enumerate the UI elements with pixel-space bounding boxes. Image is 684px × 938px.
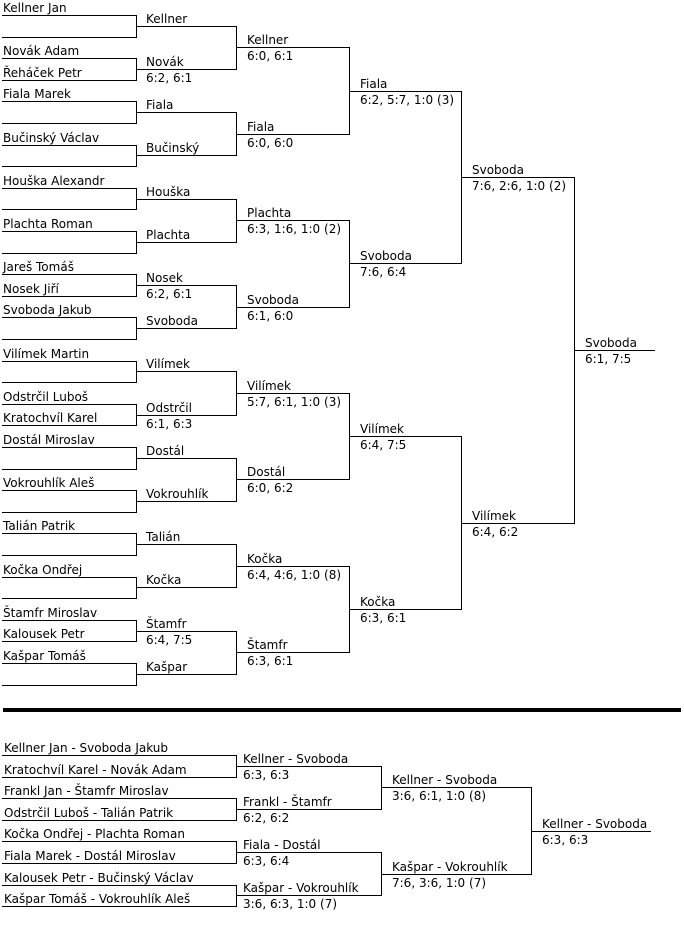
r1-line-top xyxy=(2,145,136,146)
player-name: Bučinský Václav xyxy=(3,130,100,145)
r2-winner: Odstrčil xyxy=(146,400,192,415)
r2-winner: Kellner xyxy=(146,11,188,26)
r1-line-bottom xyxy=(2,123,136,124)
r2-winner: Novák xyxy=(146,55,184,69)
player-name: Houška Alexandr xyxy=(3,173,105,188)
r5-winner: Svoboda xyxy=(472,163,524,177)
r2-winner: Kašpar xyxy=(146,659,188,674)
r2-line xyxy=(136,501,236,502)
pair-name: Kočka Ondřej - Plachta Roman xyxy=(4,827,185,842)
pair-name: Kellner Jan - Svoboda Jakub xyxy=(4,741,169,755)
r3-score: 6:3, 6:1 xyxy=(247,654,294,669)
r1-line-bottom xyxy=(2,469,136,470)
d2-winner: Frankl - Štamfr xyxy=(243,795,332,809)
r5-winner: Vilímek xyxy=(472,508,516,523)
r1-line-top xyxy=(2,274,136,275)
r1-line-top xyxy=(2,15,136,16)
player-name: Dostál Miroslav xyxy=(3,433,95,447)
r3-line xyxy=(236,393,349,394)
r1-line-top xyxy=(2,231,136,232)
r4-winner: Fiala xyxy=(360,76,388,91)
r1-line-bottom xyxy=(2,37,136,38)
r4-score: 7:6, 6:4 xyxy=(360,265,407,280)
r2-winner: Štamfr xyxy=(146,616,187,631)
r3-winner: Vilímek xyxy=(247,379,291,393)
r2-line xyxy=(136,155,236,156)
r1-line-bottom xyxy=(2,382,136,383)
r4-line xyxy=(349,263,461,264)
r2-line xyxy=(136,328,236,329)
champion-score: 6:1, 7:5 xyxy=(585,351,632,366)
r2-line xyxy=(136,26,236,27)
player-name: Vilímek Martin xyxy=(3,346,90,361)
r1-line-bottom xyxy=(2,598,136,599)
d3-score: 3:6, 6:1, 1:0 (8) xyxy=(392,789,487,804)
r3-winner: Svoboda xyxy=(247,292,299,307)
d2-line xyxy=(236,809,381,810)
pair-name: Fiala Marek - Dostál Miroslav xyxy=(4,849,176,863)
r2-winner: Vokrouhlík xyxy=(146,487,209,501)
r4-score: 6:3, 6:1 xyxy=(360,611,407,625)
r3-score: 6:4, 4:6, 1:0 (8) xyxy=(247,567,342,582)
pair-name: Kalousek Petr - Bučinský Václav xyxy=(4,870,194,885)
d2-line xyxy=(236,766,381,767)
r2-line xyxy=(136,242,236,243)
r1-line-bottom xyxy=(2,425,136,426)
r2-winner: Vilímek xyxy=(146,357,190,372)
d2-score: 6:3, 6:3 xyxy=(243,767,290,782)
r1-line-top xyxy=(2,317,136,318)
r2-winner: Bučinský xyxy=(146,141,200,156)
d1-line-top xyxy=(2,885,236,886)
d2-winner: Kellner - Svoboda xyxy=(243,751,349,766)
pair-name: Odstrčil Luboš - Talián Patrik xyxy=(4,805,174,820)
d2-winner: Kašpar - Vokrouhlík xyxy=(243,881,359,896)
player-name: Kalousek Petr xyxy=(3,627,85,642)
doubles-champion-name: Kellner - Svoboda xyxy=(542,816,648,831)
r1-line-bottom xyxy=(2,80,136,81)
player-name: Kočka Ondřej xyxy=(3,562,83,577)
player-name: Novák Adam xyxy=(3,44,80,59)
r1-line-top xyxy=(2,447,136,448)
player-name: Plachta Roman xyxy=(3,217,93,231)
r2-winner: Svoboda xyxy=(146,314,198,329)
r2-line xyxy=(136,69,236,70)
r2-score: 6:2, 6:1 xyxy=(146,71,193,85)
r5-score: 6:4, 6:2 xyxy=(472,524,519,539)
r2-winner: Houška xyxy=(146,184,191,199)
r2-line xyxy=(136,674,236,675)
player-name: Svoboda Jakub xyxy=(3,303,92,318)
r1-line-top xyxy=(2,361,136,362)
r3-line xyxy=(236,134,349,135)
r3-line xyxy=(236,652,349,653)
r2-line xyxy=(136,285,236,286)
r2-winner: Kočka xyxy=(146,573,182,588)
r3-line xyxy=(236,307,349,308)
d2-score: 6:3, 6:4 xyxy=(243,854,290,869)
r1-line-bottom xyxy=(2,296,136,297)
player-name: Fiala Marek xyxy=(3,87,71,102)
r1-line-bottom xyxy=(2,685,136,686)
r2-winner: Fiala xyxy=(146,98,174,113)
r4-winner: Svoboda xyxy=(360,249,412,264)
r3-score: 6:0, 6:1 xyxy=(247,49,294,64)
r2-score: 6:2, 6:1 xyxy=(146,287,193,301)
player-name: Nosek Jiří xyxy=(3,281,59,296)
d3-winner: Kašpar - Vokrouhlík xyxy=(392,859,508,874)
r3-winner: Dostál xyxy=(247,465,286,480)
r4-line xyxy=(349,609,461,610)
doubles-champion-score: 6:3, 6:3 xyxy=(542,832,589,847)
player-name: Jareš Tomáš xyxy=(3,260,74,275)
r5-score: 7:6, 2:6, 1:0 (2) xyxy=(472,179,567,193)
r4-line xyxy=(349,91,461,92)
player-name: Řeháček Petr xyxy=(3,65,82,80)
r2-winner: Talián xyxy=(146,530,181,545)
r2-line xyxy=(136,544,236,545)
r3-winner: Kočka xyxy=(247,551,283,566)
r1-line-bottom xyxy=(2,166,136,167)
d2-line xyxy=(236,895,381,896)
r5-line xyxy=(461,177,574,178)
player-name: Talián Patrik xyxy=(3,519,76,534)
r2-line xyxy=(136,415,236,416)
r3-score: 6:3, 1:6, 1:0 (2) xyxy=(247,222,342,237)
r1-line-top xyxy=(2,620,136,621)
r3-line xyxy=(236,220,349,221)
player-name: Štamfr Miroslav xyxy=(3,605,98,620)
r2-line xyxy=(136,587,236,588)
r1-line-bottom xyxy=(2,339,136,340)
player-name: Kratochvíl Karel xyxy=(3,411,98,426)
player-name: Kellner Jan xyxy=(3,1,67,15)
r1-line-top xyxy=(2,404,136,405)
d1-line-bottom xyxy=(2,863,236,864)
d2-score: 6:2, 6:2 xyxy=(243,811,290,825)
r1-line-top xyxy=(2,577,136,578)
champion-name: Svoboda xyxy=(585,335,637,350)
r2-winner: Nosek xyxy=(146,271,183,285)
r3-winner: Plachta xyxy=(247,206,292,221)
d1-line-bottom xyxy=(2,906,236,907)
pair-name: Kašpar Tomáš - Vokrouhlík Aleš xyxy=(4,892,191,907)
player-name: Vokrouhlík Aleš xyxy=(3,476,95,491)
d2-winner: Fiala - Dostál xyxy=(243,838,321,853)
final-line xyxy=(574,350,655,351)
player-name: Kašpar Tomáš xyxy=(3,649,86,663)
r1-line-bottom xyxy=(2,209,136,210)
r4-line xyxy=(349,436,461,437)
d3-line xyxy=(381,874,531,875)
r1-line-top xyxy=(2,533,136,534)
player-name: Odstrčil Luboš xyxy=(3,389,89,404)
r1-line-top xyxy=(2,490,136,491)
r1-line-bottom xyxy=(2,512,136,513)
d3-line xyxy=(381,787,531,788)
r3-line xyxy=(236,47,349,48)
r2-winner: Plachta xyxy=(146,227,191,242)
section-separator xyxy=(3,708,681,712)
r3-winner: Štamfr xyxy=(247,638,288,653)
r4-score: 6:2, 5:7, 1:0 (3) xyxy=(360,92,455,107)
r1-line-top xyxy=(2,58,136,59)
r2-line xyxy=(136,631,236,632)
r1-line-bottom xyxy=(2,555,136,556)
r1-line-top xyxy=(2,101,136,102)
r4-winner: Kočka xyxy=(360,595,396,609)
r3-line xyxy=(236,566,349,567)
r3-score: 6:1, 6:0 xyxy=(247,308,294,323)
doubles-final-line xyxy=(531,831,651,832)
r2-line xyxy=(136,199,236,200)
r2-line xyxy=(136,371,236,372)
r4-winner: Vilímek xyxy=(360,422,404,437)
d2-line xyxy=(236,852,381,853)
r1-line-bottom xyxy=(2,253,136,254)
r3-score: 5:7, 6:1, 1:0 (3) xyxy=(247,395,342,409)
d3-winner: Kellner - Svoboda xyxy=(392,773,498,788)
r3-winner: Kellner xyxy=(247,33,289,48)
d1-line-top xyxy=(2,798,236,799)
pair-name: Kratochvíl Karel - Novák Adam xyxy=(4,762,187,777)
r2-line xyxy=(136,458,236,459)
r2-score: 6:4, 7:5 xyxy=(146,632,193,647)
d2-score: 3:6, 6:3, 1:0 (7) xyxy=(243,897,338,912)
pair-name: Frankl Jan - Štamfr Miroslav xyxy=(4,784,169,799)
d1-line-bottom xyxy=(2,820,236,821)
r1-line-top xyxy=(2,188,136,189)
r1-line-top xyxy=(2,663,136,664)
r3-winner: Fiala xyxy=(247,119,275,134)
d1-line-top xyxy=(2,841,236,842)
r2-line xyxy=(136,112,236,113)
r3-score: 6:0, 6:0 xyxy=(247,135,294,150)
d1-line-bottom xyxy=(2,777,236,778)
r3-score: 6:0, 6:2 xyxy=(247,481,294,496)
r3-line xyxy=(236,479,349,480)
d3-score: 7:6, 3:6, 1:0 (7) xyxy=(392,875,487,890)
r1-line-bottom xyxy=(2,641,136,642)
r5-line xyxy=(461,523,574,524)
r2-winner: Dostál xyxy=(146,443,185,458)
r4-score: 6:4, 7:5 xyxy=(360,438,407,453)
r2-score: 6:1, 6:3 xyxy=(146,416,193,431)
d1-line-top xyxy=(2,755,236,756)
